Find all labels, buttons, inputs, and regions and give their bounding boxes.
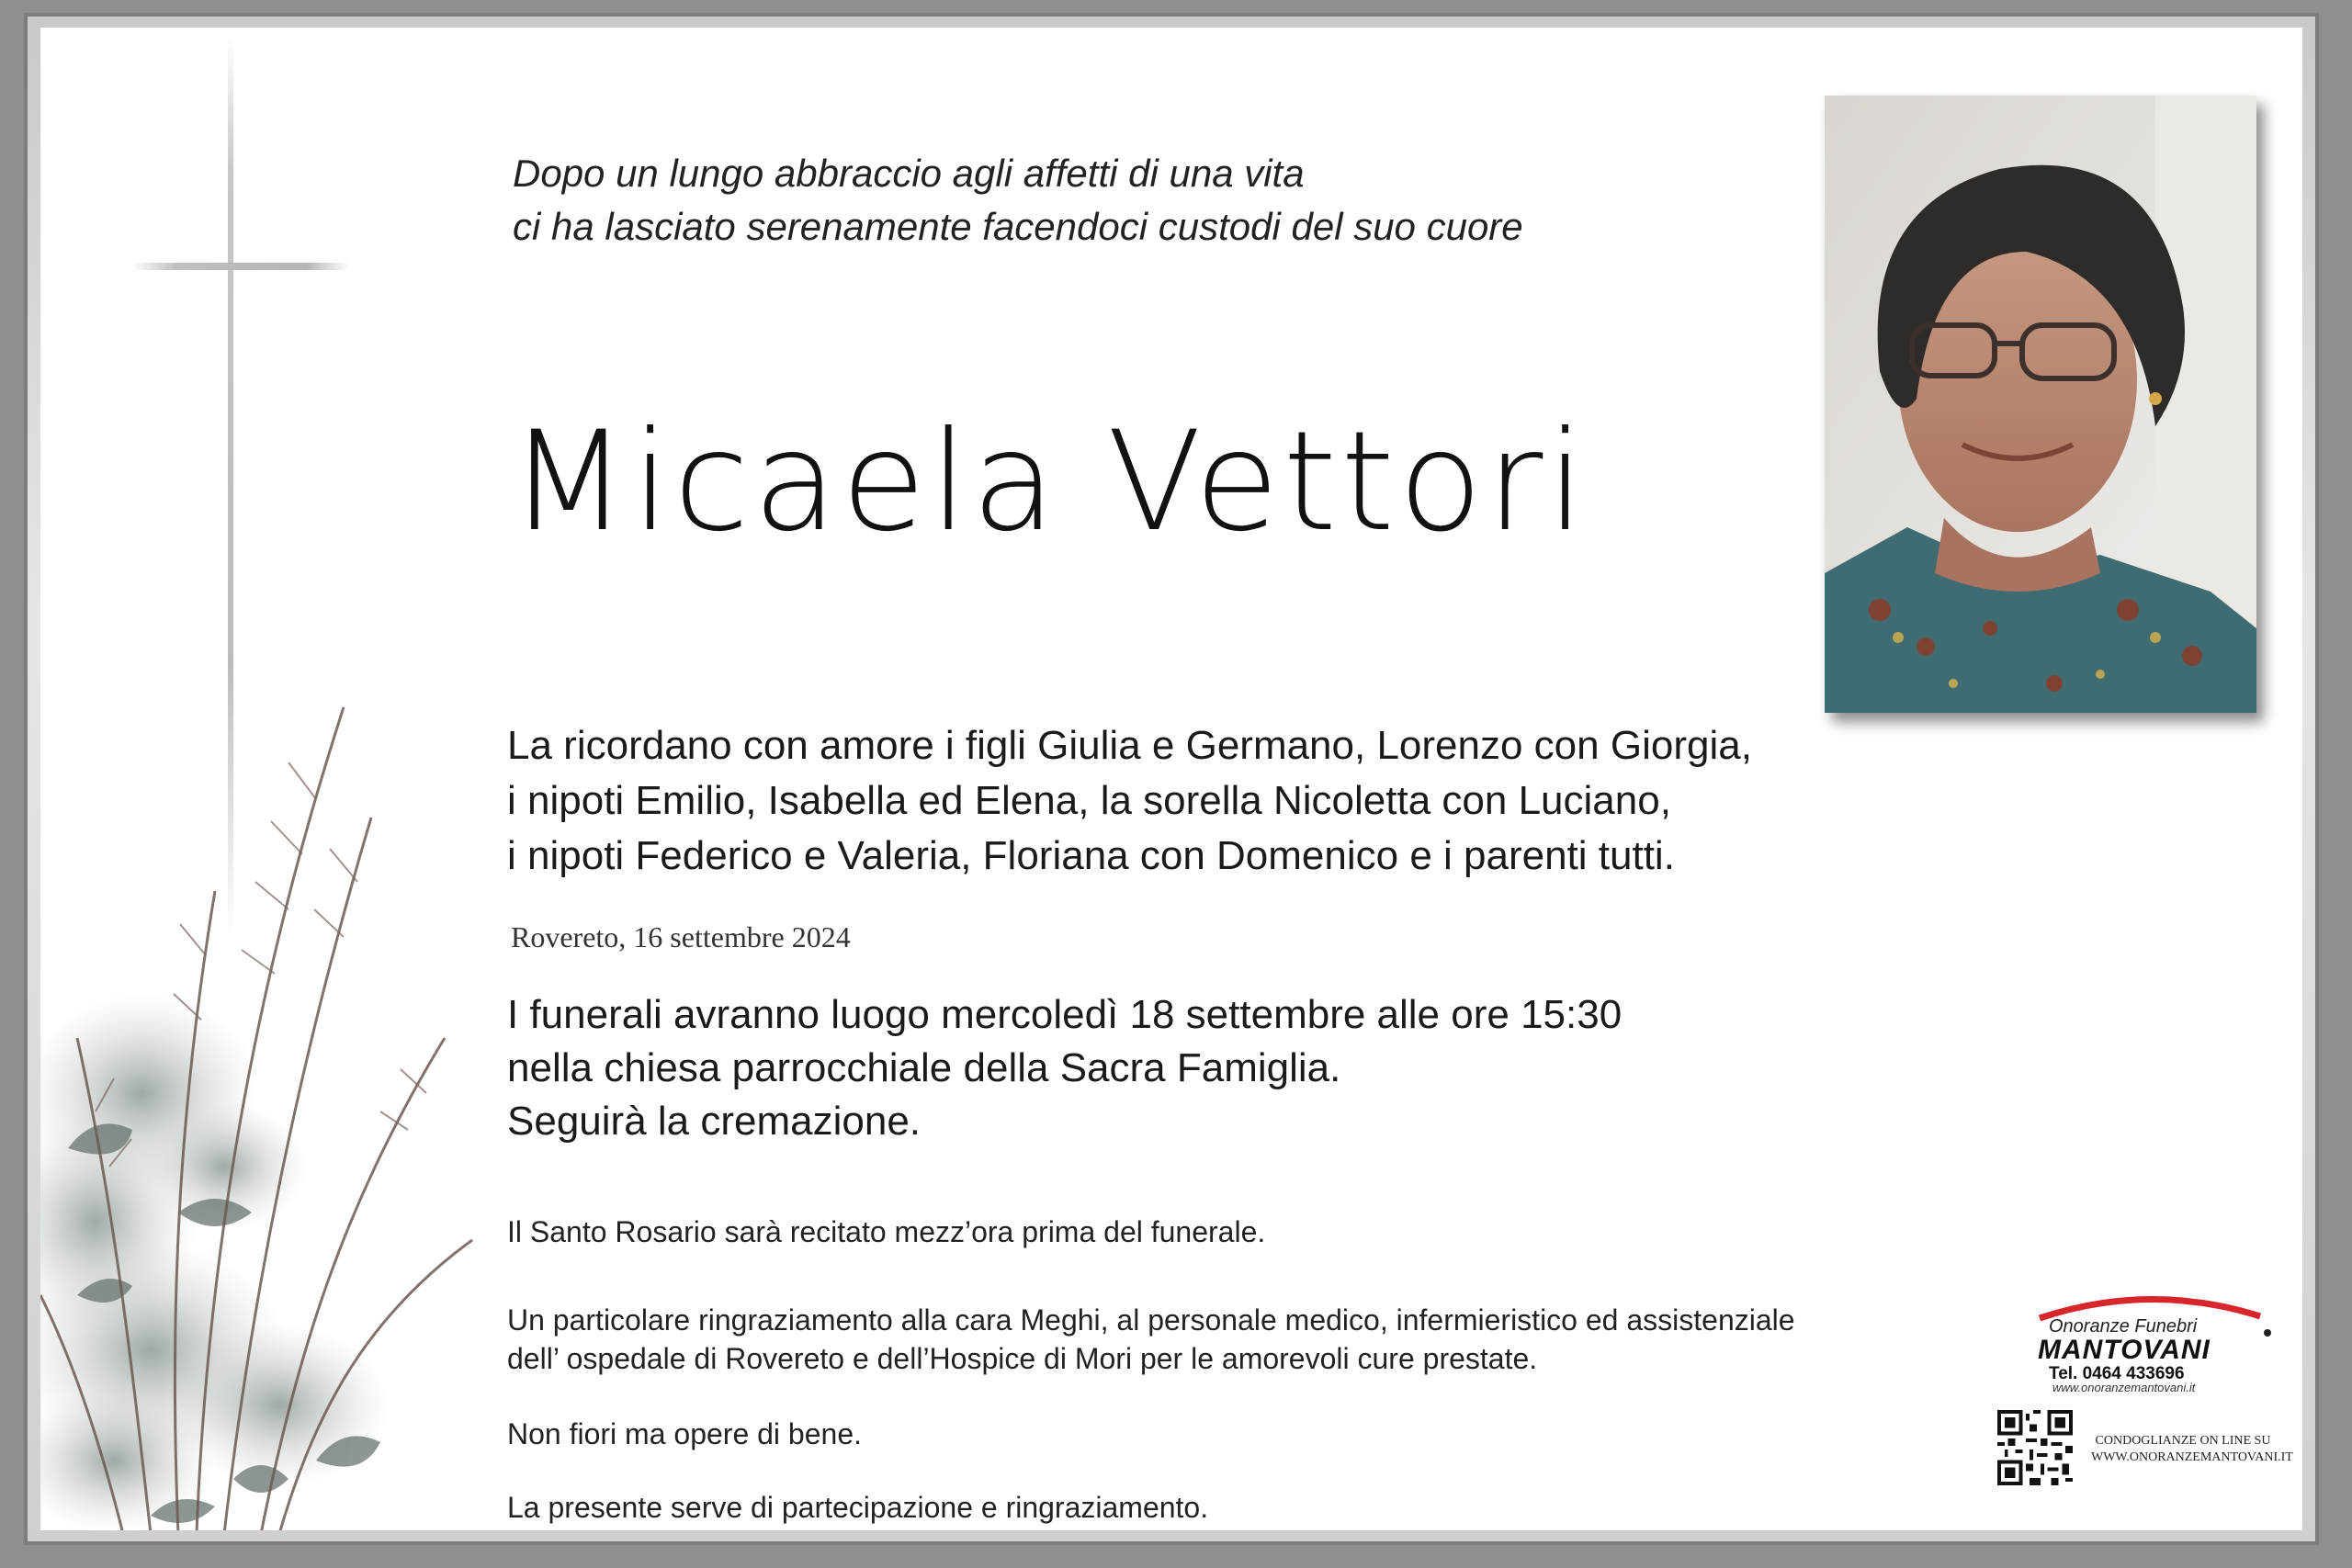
condolences-online — [2091, 1433, 2293, 1466]
funeral-line-1: I funerali avranno luogo mercoledì 18 settembre alle ore 15:30 — [507, 992, 1623, 1037]
flowers-note: Non fiori ma opere di bene. — [507, 1417, 862, 1450]
obituary-card — [40, 28, 2302, 1530]
cross-horizontal-bar — [132, 263, 349, 270]
intro-line-1: Dopo un lungo abbraccio agli affetti di una vita — [513, 152, 1305, 195]
family-remembrance — [507, 718, 1752, 884]
logo-website: www.onoranzemantovani.it — [2052, 1381, 2196, 1394]
funeral-line-3: Seguirà la cremazione. — [507, 1099, 922, 1144]
intro-text — [513, 147, 1523, 254]
grass-plant-illustration — [40, 652, 518, 1530]
family-line-3: i nipoti Federico e Valeria, Floriana con Domenico e i parenti tutti. — [507, 833, 1675, 878]
funeral-details — [507, 988, 1622, 1148]
thanks-note — [507, 1301, 1795, 1378]
family-line-1: La ricordano con amore i figli Giulia e Germano, Lorenzo con Giorgia, — [507, 723, 1752, 768]
logo-name: MANTOVANI — [2038, 1335, 2211, 1365]
thanks-line-1: Un particolare ringraziamento alla cara Meghi, al personale medico, infermieristico ed assistenziale — [507, 1303, 1795, 1337]
portrait-photo — [1825, 96, 2256, 713]
condolences-line-2[interactable]: WWW.ONORANZEMANTOVANI.IT — [2091, 1450, 2293, 1464]
funeral-line-2: nella chiesa parrocchiale della Sacra Famiglia. — [507, 1045, 1341, 1090]
thanks-line-2: dell’ ospedale di Rovereto e dell’Hospice di Mori per le amorevoli cure prestate. — [507, 1342, 1538, 1375]
notice-note: La presente serve di partecipazione e ringraziamento. — [507, 1491, 1209, 1524]
qr-code-icon[interactable] — [1997, 1410, 2073, 1485]
place-date: Rovereto, 16 settembre 2024 — [511, 920, 851, 953]
portrait-illustration — [1825, 96, 2256, 713]
family-line-2: i nipoti Emilio, Isabella ed Elena, la sorella Nicoletta con Luciano, — [507, 778, 1671, 823]
funeral-home-logo — [2012, 1291, 2288, 1392]
condolences-line-1: CONDOGLIANZE ON LINE SU — [2095, 1434, 2271, 1448]
logo-phone: Tel. 0464 433696 — [2049, 1364, 2185, 1383]
rosary-note: Il Santo Rosario sarà recitato mezz’ora prima del funerale. — [507, 1215, 1266, 1248]
deceased-name: Micaela Vettori — [509, 402, 1589, 562]
logo-tagline: Onoranze Funebri — [2049, 1316, 2198, 1337]
intro-line-2: ci ha lasciato serenamente facendoci custodi del suo cuore — [513, 205, 1523, 248]
